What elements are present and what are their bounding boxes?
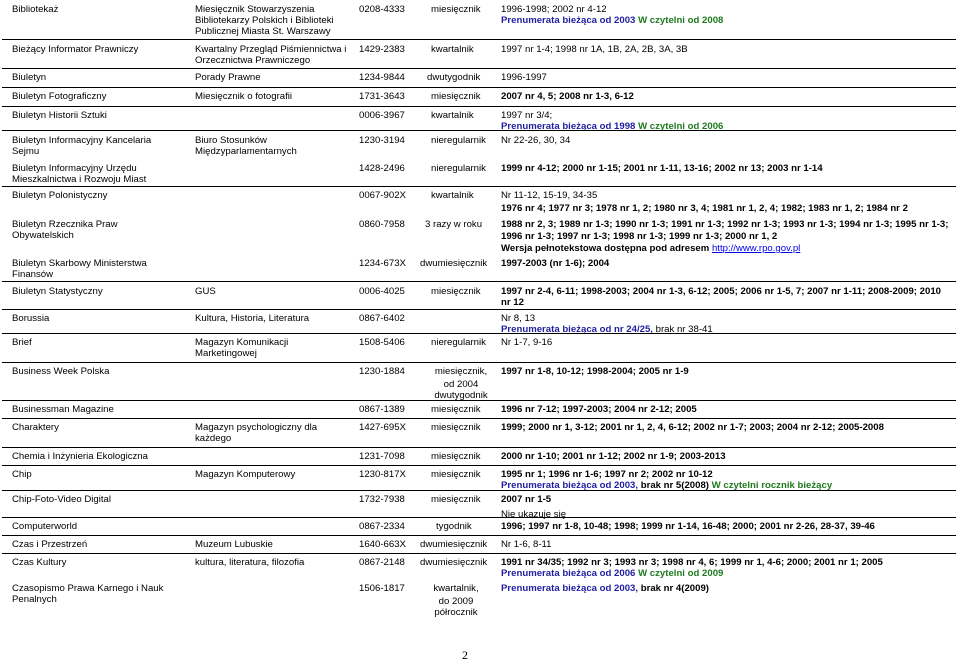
- holdings: 1996-1997: [501, 72, 547, 83]
- frequency: dwutygodnik: [427, 72, 481, 83]
- subtitle: Magazyn psychologiczny dla każdego: [195, 422, 318, 444]
- subscription-note: Prenumerata bieżąca od 2003,: [501, 583, 639, 594]
- holdings: 1997 nr 2-4, 6-11; 1998-2003; 2004 nr 1-3, 6-12; 2005; 2006 nr 1-5, 7; 2007 nr 1-11; 2008-2009; 2010 nr 12: [501, 286, 942, 308]
- row-divider: [2, 465, 956, 466]
- page-number: 2: [462, 648, 468, 662]
- title: Czas i Przestrzeń: [12, 539, 88, 550]
- frequency: miesięcznik: [431, 286, 481, 297]
- holdings: 1997-2003 (nr 1-6); 2004: [501, 258, 610, 269]
- subtitle: Miesięcznik o fotografii: [195, 91, 293, 102]
- title: Charaktery: [12, 422, 59, 433]
- subtitle: Biuro Stosunków Międzyparlamentarnych: [195, 135, 297, 157]
- holdings: 1995 nr 1; 1996 nr 1-6; 1997 nr 2; 2002 nr 10-12 Prenumerata bieżąca od 2003, brak nr 5(2008) W czytelni rocznik bieżący: [501, 469, 833, 491]
- holdings: Nr 1-6, 8-11: [501, 539, 552, 550]
- title: Business Week Polska: [12, 366, 110, 377]
- issn: 1427-695X: [359, 422, 406, 433]
- frequency: dwumiesięcznik: [420, 539, 488, 550]
- subtitle: Magazyn Komputerowy: [195, 469, 296, 480]
- subscription-note: Prenumerata bieżąca od 1998: [501, 121, 636, 132]
- frequency: miesięcznik: [431, 422, 481, 433]
- title: Borussia: [12, 313, 50, 324]
- holdings: Nr 1-7, 9-16: [501, 337, 553, 348]
- issn: 1234-9844: [359, 72, 405, 83]
- subtitle: Kultura, Historia, Literatura: [195, 313, 310, 324]
- issn: 1230-3194: [359, 135, 405, 146]
- frequency: miesięcznik, od 2004 dwutygodnik: [434, 366, 488, 401]
- title: Biuletyn Informacyjny Kancelaria Sejmu: [12, 135, 152, 157]
- row-divider: [2, 333, 956, 334]
- title: Bibliotekaż: [12, 4, 59, 15]
- holdings: Nr 8, 13 Prenumerata bieżąca od nr 24/25, brak nr 38-41: [501, 313, 713, 335]
- frequency: miesięcznik: [431, 469, 481, 480]
- issn: 1234-673X: [359, 258, 406, 269]
- reading-room-note: W czytelni rocznik bieżący: [711, 480, 833, 491]
- holdings: Nr 22-26, 30, 34: [501, 135, 571, 146]
- row-divider: [2, 362, 956, 363]
- frequency: miesięcznik: [431, 494, 481, 505]
- holdings: 1996 nr 7-12; 1997-2003; 2004 nr 2-12; 2005: [501, 404, 697, 415]
- row-divider: [2, 447, 956, 448]
- frequency: miesięcznik: [431, 91, 481, 102]
- frequency: miesięcznik: [431, 404, 481, 415]
- title: Chip-Foto-Video Digital: [12, 494, 112, 505]
- subtitle: GUS: [195, 286, 216, 297]
- holdings: 2007 nr 1-5 Nie ukazuje się: [501, 494, 567, 520]
- title: Biuletyn Rzecznika Praw Obywatelskich: [12, 219, 118, 241]
- subtitle: Muzeum Lubuskie: [195, 539, 273, 550]
- reading-room-note: W czytelni od 2009: [638, 568, 724, 579]
- issn: 0208-4333: [359, 4, 405, 15]
- frequency: kwartalnik, do 2009 półrocznik: [433, 583, 479, 618]
- issn: 1506-1817: [359, 583, 405, 594]
- title: Biuletyn Fotograficzny: [12, 91, 107, 102]
- issn: 1640-663X: [359, 539, 406, 550]
- title: Biuletyn: [12, 72, 47, 83]
- row-divider: [2, 309, 956, 310]
- title: Bieżący Informator Prawniczy: [12, 44, 139, 55]
- row-divider: [2, 535, 956, 536]
- issn: 0867-1389: [359, 404, 405, 415]
- issn: 0006-3967: [359, 110, 405, 121]
- frequency: nieregularnik: [431, 135, 486, 146]
- row-divider: [2, 553, 956, 554]
- holdings: 1997 nr 1-4; 1998 nr 1A, 1B, 2A, 2B, 3A, 3B: [501, 44, 688, 55]
- holdings: Prenumerata bieżąca od 2003, brak nr 4(2009): [501, 583, 709, 594]
- title: Czas Kultury: [12, 557, 67, 568]
- holdings: Nr 11-12, 15-19, 34-35 1976 nr 4; 1977 nr 3; 1978 nr 1, 2; 1980 nr 3, 4; 1981 nr 1, 2, 4; 1982; 1983 nr 1, 2; 1984 nr 2: [501, 190, 908, 214]
- subscription-note: Prenumerata bieżąca od 2003: [501, 15, 636, 26]
- rpo-link[interactable]: http://www.rpo.gov.pl: [711, 243, 801, 254]
- frequency: nieregularnik: [431, 163, 486, 174]
- holdings: 1991 nr 34/35; 1992 nr 3; 1993 nr 3; 1998 nr 4, 6; 1999 nr 1, 4-6; 2000; 2001 nr 1; 2005 Prenumerata bieżąca od 2006 W czytelni od 2009: [501, 557, 883, 579]
- title: Computerworld: [12, 521, 78, 532]
- title: Chemia i Inżynieria Ekologiczna: [12, 451, 148, 462]
- title: Businessman Magazine: [12, 404, 114, 415]
- subtitle: Magazyn Komunikacji Marketingowej: [195, 337, 289, 359]
- subtitle: Porady Prawne: [195, 72, 261, 83]
- holdings: 1999; 2000 nr 1, 3-12; 2001 nr 1, 2, 4, 6-12; 2002 nr 1-7; 2003; 2004 nr 2-12; 2005-2008: [501, 422, 884, 433]
- frequency: dwumiesięcznik: [420, 557, 488, 568]
- row-divider: [2, 106, 956, 107]
- subscription-note: Prenumerata bieżąca od 2003,: [501, 480, 639, 491]
- issn: 0067-902X: [359, 190, 406, 201]
- frequency: nieregularnik: [431, 337, 486, 348]
- holdings: 1997 nr 1-8, 10-12; 1998-2004; 2005 nr 1-9: [501, 366, 689, 377]
- title: Biuletyn Polonistyczny: [12, 190, 108, 201]
- frequency: kwartalnik: [431, 190, 474, 201]
- subscription-note: Prenumerata bieżąca od 2006: [501, 568, 636, 579]
- row-divider: [2, 281, 956, 282]
- row-divider: [2, 87, 956, 88]
- title: Brief: [12, 337, 32, 348]
- frequency: kwartalnik: [431, 44, 474, 55]
- issn: 1231-7098: [359, 451, 405, 462]
- row-divider: [2, 39, 956, 40]
- holdings: 2007 nr 4, 5; 2008 nr 1-3, 6-12: [501, 91, 634, 102]
- issn: 0867-2148: [359, 557, 405, 568]
- frequency: miesięcznik: [431, 451, 481, 462]
- row-divider: [2, 130, 956, 131]
- row-divider: [2, 490, 956, 491]
- reading-room-note: W czytelni od 2008: [638, 15, 724, 26]
- issn: 1508-5406: [359, 337, 405, 348]
- issn: 1731-3643: [359, 91, 405, 102]
- issn: 0867-6402: [359, 313, 405, 324]
- row-divider: [2, 418, 956, 419]
- holdings: 1996-1998; 2002 nr 4-12 Prenumerata bieżąca od 2003 W czytelni od 2008: [501, 4, 724, 26]
- frequency: tygodnik: [436, 521, 472, 532]
- issn: 1732-7938: [359, 494, 405, 505]
- issn: 0860-7958: [359, 219, 405, 230]
- frequency: miesięcznik: [431, 4, 481, 15]
- issn: 1230-1884: [359, 366, 405, 377]
- holdings: 2000 nr 1-10; 2001 nr 1-12; 2002 nr 1-9; 2003-2013: [501, 451, 726, 462]
- frequency: 3 razy w roku: [425, 219, 483, 230]
- reading-room-note: W czytelni od 2006: [638, 121, 724, 132]
- subtitle: kultura, literatura, filozofia: [195, 557, 305, 568]
- title: Biuletyn Informacyjny Urzędu Mieszkalnictwa i Rozwoju Miast: [12, 163, 147, 185]
- subtitle: Kwartalny Przegląd Piśmiennictwa i Orzecznictwa Prawniczego: [195, 44, 347, 66]
- row-divider: [2, 400, 956, 401]
- issn: 0006-4025: [359, 286, 405, 297]
- issn: 1230-817X: [359, 469, 406, 480]
- row-divider: [2, 186, 956, 187]
- holdings: 1996; 1997 nr 1-8, 10-48; 1998; 1999 nr 1-14, 16-48; 2000; 2001 nr 2-26, 28-37, 39-46: [501, 521, 875, 532]
- title: Biuletyn Skarbowy Ministerstwa Finansów: [12, 258, 147, 280]
- title: Biuletyn Statystyczny: [12, 286, 103, 297]
- frequency: dwumiesięcznik: [420, 258, 488, 269]
- subtitle: Miesięcznik Stowarzyszenia Bibliotekarzy Polskich i Biblioteki Publicznej Miasta St. Warszawy: [195, 4, 334, 37]
- frequency: kwartalnik: [431, 110, 474, 121]
- subscription-note: Prenumerata bieżąca od nr 24/25,: [501, 324, 653, 335]
- issn: 1429-2383: [359, 44, 405, 55]
- title: Chip: [12, 469, 32, 480]
- issn: 0867-2334: [359, 521, 405, 532]
- title: Czasopismo Prawa Karnego i Nauk Penalnych: [12, 583, 164, 605]
- holdings: 1999 nr 4-12; 2000 nr 1-15; 2001 nr 1-11, 13-16; 2002 nr 13; 2003 nr 1-14: [501, 163, 823, 174]
- row-divider: [2, 68, 956, 69]
- title: Biuletyn Historii Sztuki: [12, 110, 107, 121]
- holdings: 1988 nr 2, 3; 1989 nr 1-3; 1990 nr 1-3; 1991 nr 1-3; 1992 nr 1-3; 1993 nr 1-3; 1994 nr 1-3; 1995 nr 1-3; 1996 nr 1-3; 1997 nr 1-3; 1998 nr 1-3; 1999 nr 1-3; 2000 nr 1, 2 Wersja pełnotekstowa dostępna pod adresem http://www.rpo.gov.pl: [501, 219, 949, 254]
- row-divider: [2, 517, 956, 518]
- holdings: 1997 nr 3/4; Prenumerata bieżąca od 1998 W czytelni od 2006: [501, 110, 724, 132]
- issn: 1428-2496: [359, 163, 405, 174]
